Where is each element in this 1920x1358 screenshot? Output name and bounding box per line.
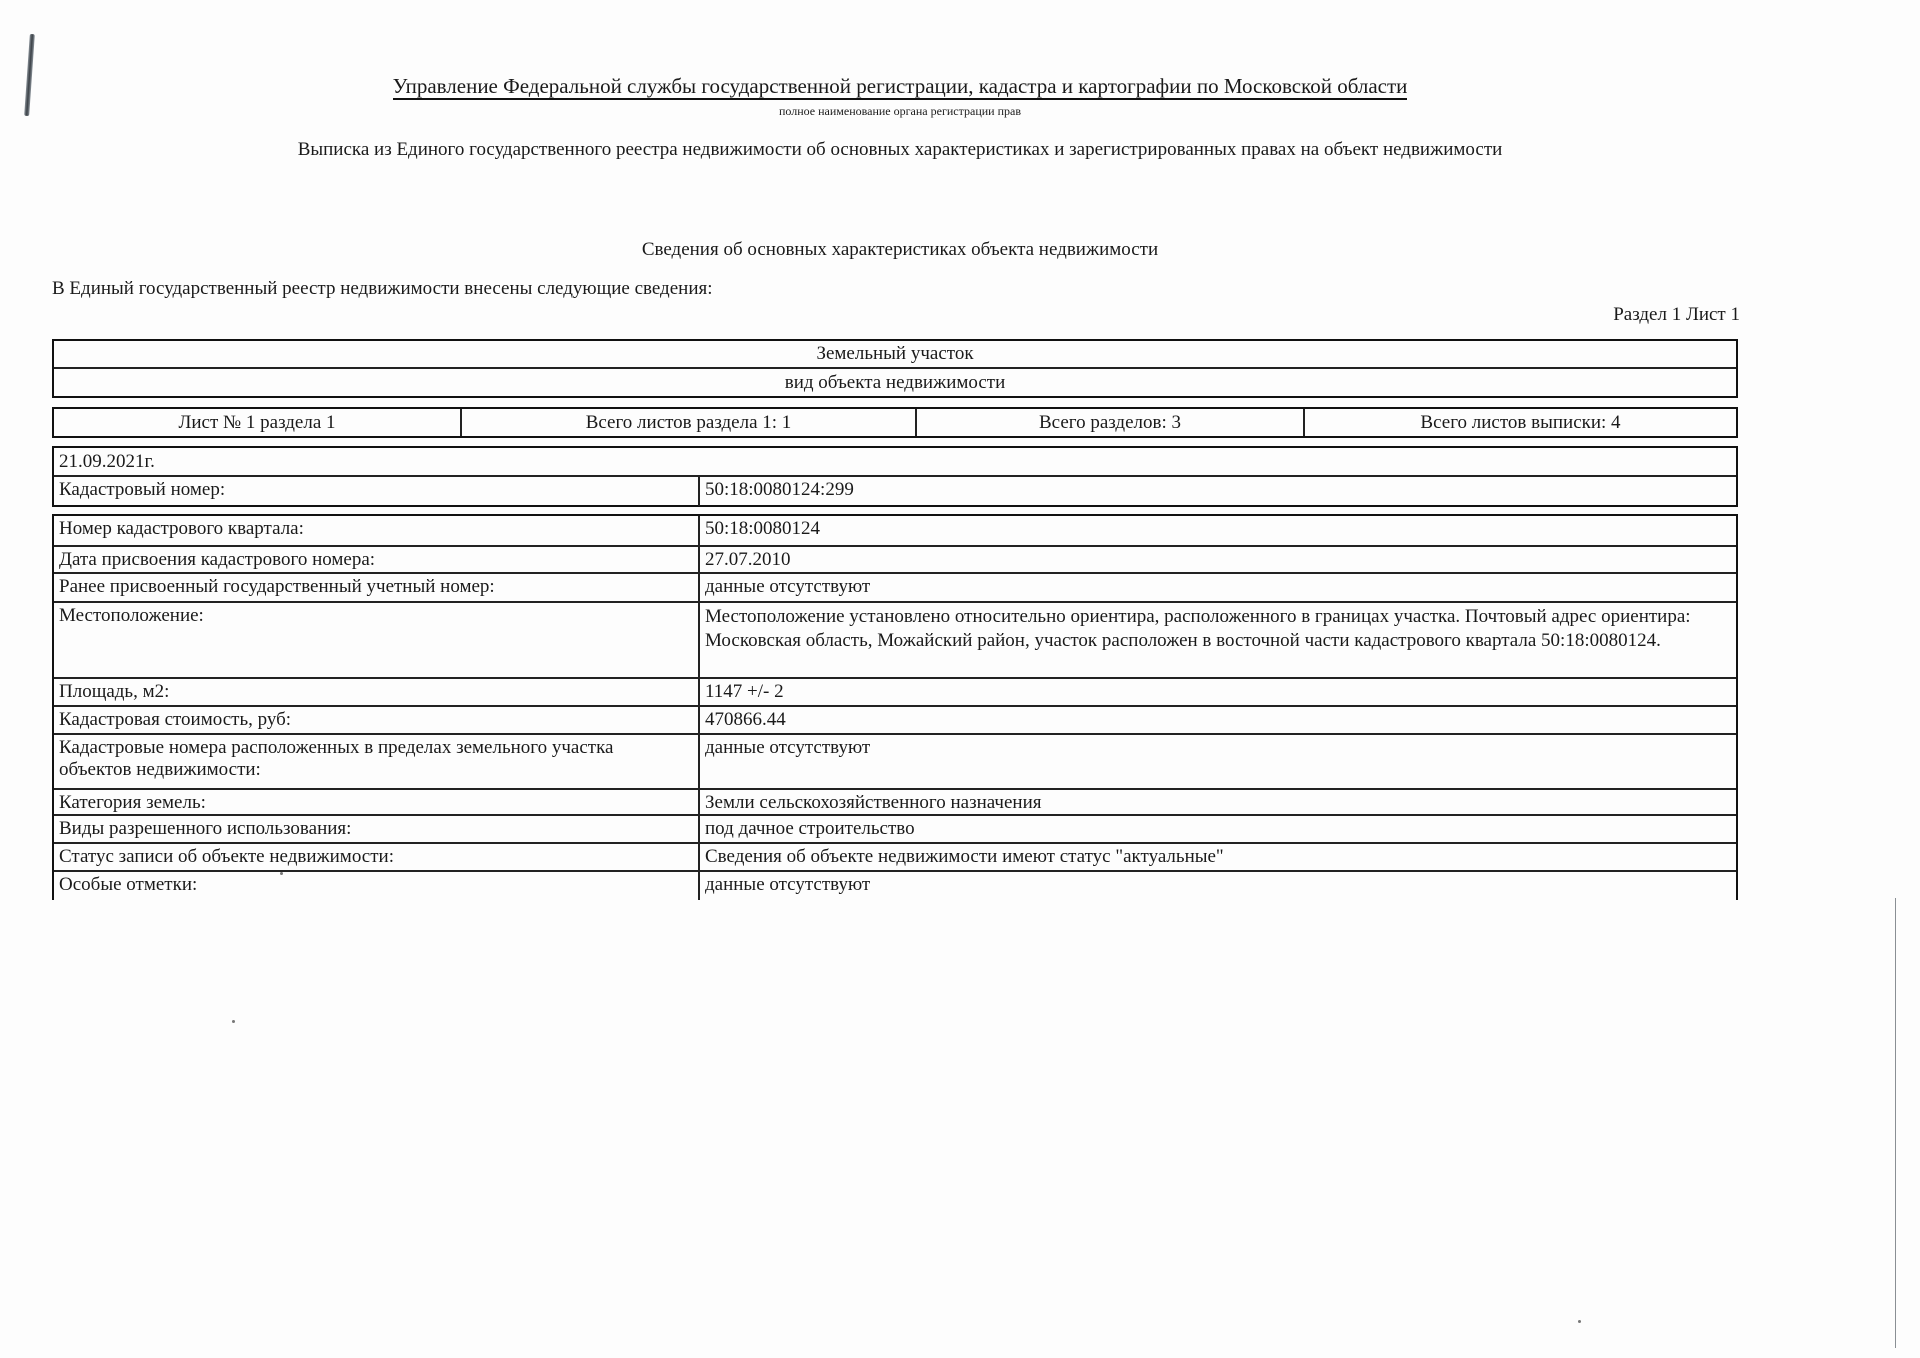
row-label: Ранее присвоенный государственный учетный номер: (54, 574, 700, 601)
row-value: данные отсутствуют (705, 874, 871, 895)
sheet-number: Лист № 1 раздела 1 (54, 409, 462, 436)
table-row (54, 679, 1736, 707)
row-label: Площадь, м2: (54, 679, 700, 705)
table-row (54, 844, 1736, 872)
row-value: 1147 +/- 2 (705, 681, 784, 702)
extract-title: Выписка из Единого государственного реестра недвижимости об основных характеристиках и зарегистрированных правах на объект недвижимости (297, 139, 1503, 160)
row-label: Виды разрешенного использования: (54, 816, 700, 842)
scan-speck (280, 872, 283, 875)
row-value: данные отсутствуют (705, 576, 871, 597)
record-header-table (52, 446, 1738, 507)
cadastral-number-value: 50:18:0080124:299 (705, 479, 854, 500)
row-value: Земли сельскохозяйственного назначения (705, 792, 1042, 813)
agency-name-text: Управление Федеральной службы государственной регистрации, кадастра и картографии по Московской области (392, 74, 1408, 98)
row-value: 50:18:0080124 (705, 518, 821, 539)
characteristics-table (52, 514, 1738, 914)
row-label: Кадастровые номера расположенных в пределах земельного участка объектов недвижимости: (54, 735, 700, 788)
object-type-caption: вид объекта недвижимости (784, 372, 1006, 393)
row-value: Сведения об объекте недвижимости имеют статус "актуальные" (705, 846, 1224, 867)
row-label: Особые отметки: (54, 872, 700, 912)
row-value: 470866.44 (705, 709, 786, 730)
table-row (54, 735, 1736, 790)
scan-speck (1578, 1320, 1581, 1323)
cadastral-number-label: Кадастровый номер: (54, 477, 700, 506)
table-row (54, 816, 1736, 844)
table-row (54, 574, 1736, 603)
row-value: под дачное строительство (705, 818, 915, 839)
scan-cutoff (40, 900, 1760, 940)
table-row (54, 547, 1736, 574)
row-label: Номер кадастрового квартала: (54, 516, 700, 545)
record-date-row (54, 448, 1736, 477)
row-label: Кадастровая стоимость, руб: (54, 707, 700, 733)
sheets-info-table (52, 407, 1738, 438)
section-sheets-count: Всего листов раздела 1: 1 (462, 409, 917, 436)
row-value: Местоположение установлено относительно ориентира, расположенного в границах участка. Почтовый адрес ориентира: Московская область, Можайский район, участок расположен в восточной части кадастрового квартала 50:18:0080124. (705, 606, 1691, 651)
row-label: Местоположение: (54, 603, 700, 677)
table-row (54, 603, 1736, 679)
table-row (54, 790, 1736, 816)
object-type-table (52, 339, 1738, 398)
agency-caption: полное наименование органа регистрации прав (778, 104, 1022, 118)
row-label: Дата присвоения кадастрового номера: (54, 547, 700, 572)
total-sheets: Всего листов выписки: 4 (1420, 411, 1621, 433)
cadastral-number-row (54, 477, 1736, 506)
sheet-reference: Раздел 1 Лист 1 (1613, 304, 1740, 325)
agency-name (0, 74, 1800, 99)
scan-speck (232, 1020, 235, 1023)
row-value: 27.07.2010 (705, 549, 791, 570)
table-row (54, 707, 1736, 735)
record-date: 21.09.2021г. (59, 451, 155, 472)
total-sections: Всего разделов: 3 (917, 409, 1305, 436)
intro-text: В Единый государственный реестр недвижимости внесены следующие сведения: (52, 278, 713, 299)
section-title: Сведения об основных характеристиках объекта недвижимости (641, 239, 1159, 260)
row-value: данные отсутствуют (705, 737, 871, 758)
page-edge-line (1895, 898, 1896, 1348)
object-type: Земельный участок (54, 341, 1736, 369)
row-label: Статус записи об объекте недвижимости: (54, 844, 700, 870)
table-row (54, 516, 1736, 547)
row-label: Категория земель: (54, 790, 700, 814)
